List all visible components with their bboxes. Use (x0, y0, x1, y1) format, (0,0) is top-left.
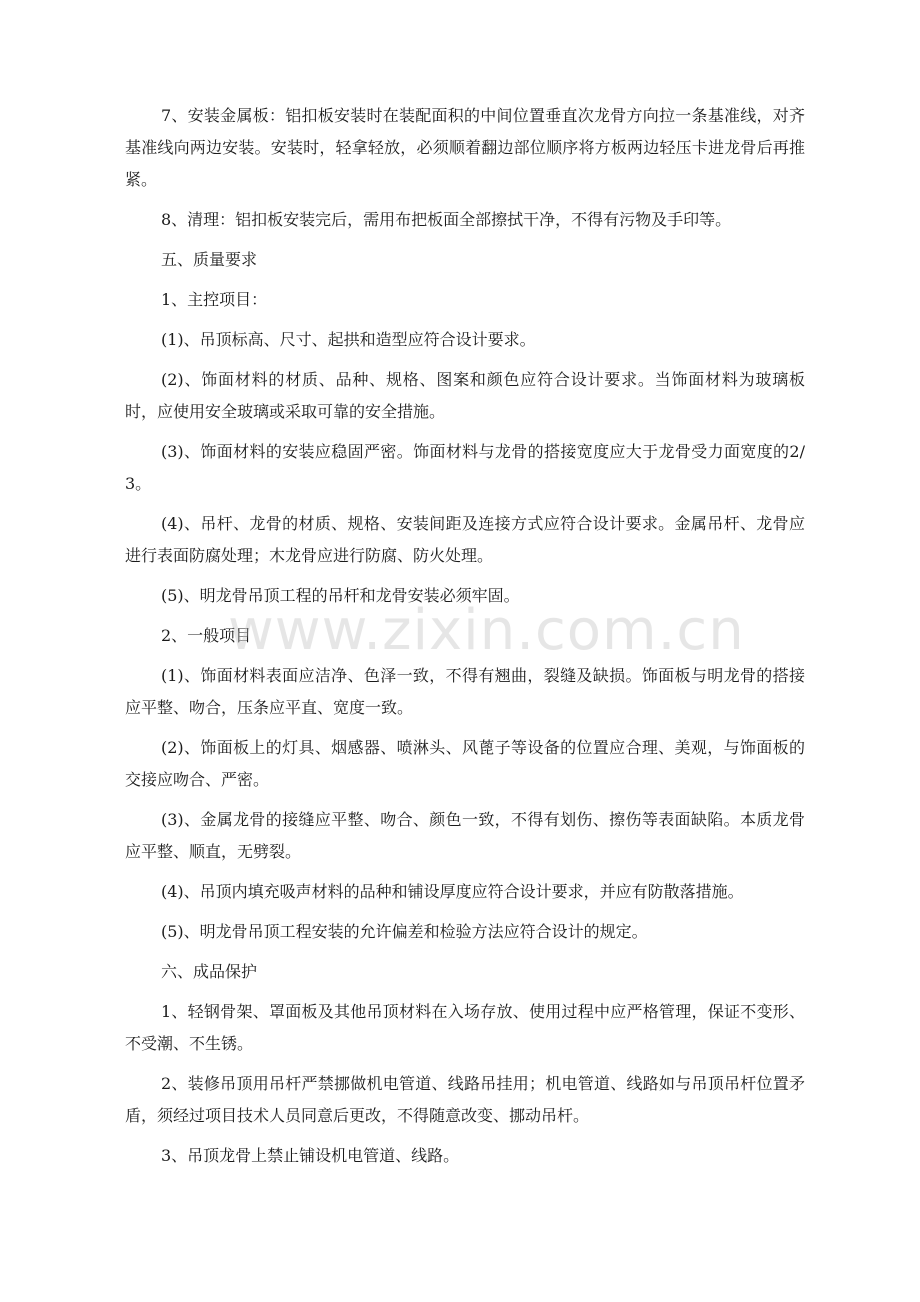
general-item-4: (4)、吊顶内填充吸声材料的品种和铺设厚度应符合设计要求，并应有防散落措施。 (161, 882, 744, 901)
section-heading-quality: 五、质量要求 (161, 250, 258, 269)
main-item-2: (2)、饰面材料的材质、品种、规格、图案和颜色应符合设计要求。当饰面材料为玻璃板时，应使用安全玻璃或采取可靠的安全措施。 (125, 370, 805, 421)
general-item-1: (1)、饰面材料表面应洁净、色泽一致，不得有翘曲，裂缝及缺损。饰面板与明龙骨的搭接应平整、吻合，压条应平直、宽度一致。 (125, 666, 805, 717)
subheading-main-items: 1、主控项目： (161, 290, 268, 309)
general-item-3: (3)、金属龙骨的接缝应平整、吻合、颜色一致，不得有划伤、擦伤等表面缺陷。本质龙骨应平整、顺直，无劈裂。 (125, 810, 805, 861)
watermark: www.zixin.com.cn (228, 598, 745, 663)
main-item-1: (1)、吊顶标高、尺寸、起拱和造型应符合设计要求。 (161, 330, 536, 349)
section-heading-protection: 六、成品保护 (161, 962, 258, 981)
general-item-5: (5)、明龙骨吊顶工程安装的允许偏差和检验方法应符合设计的规定。 (161, 922, 648, 941)
general-item-2: (2)、饰面板上的灯具、烟感器、喷淋头、风蓖子等设备的位置应合理、美观，与饰面板的交接应吻合、严密。 (125, 738, 805, 789)
protection-item-2: 2、装修吊顶用吊杆严禁挪做机电管道、线路吊挂用；机电管道、线路如与吊顶吊杆位置矛盾，须经过项目技术人员同意后更改，不得随意改变、挪动吊杆。 (125, 1074, 805, 1125)
document-body (125, 100, 805, 1180)
protection-item-1: 1、轻钢骨架、罩面板及其他吊顶材料在入场存放、使用过程中应严格管理，保证不变形、不受潮、不生锈。 (125, 1002, 805, 1053)
paragraph-step-8: 8、清理：铝扣板安装完后，需用布把板面全部擦拭干净，不得有污物及手印等。 (161, 210, 732, 229)
subheading-general-items: 2、一般项目 (161, 626, 252, 645)
main-item-4: (4)、吊杆、龙骨的材质、规格、安装间距及连接方式应符合设计要求。金属吊杆、龙骨应进行表面防腐处理；木龙骨应进行防腐、防火处理。 (125, 514, 805, 565)
main-item-3: (3)、饰面材料的安装应稳固严密。饰面材料与龙骨的搭接宽度应大于龙骨受力面宽度的2/3。 (125, 442, 805, 493)
main-item-5: (5)、明龙骨吊顶工程的吊杆和龙骨安装必须牢固。 (161, 586, 520, 605)
protection-item-3: 3、吊顶龙骨上禁止铺设机电管道、线路。 (161, 1146, 460, 1165)
paragraph-step-7: 7、安装金属板：铝扣板安装时在装配面积的中间位置垂直次龙骨方向拉一条基准线，对齐基准线向两边安装。安装时，轻拿轻放，必须顺着翻边部位顺序将方板两边轻压卡进龙骨后再推紧。 (125, 106, 805, 189)
